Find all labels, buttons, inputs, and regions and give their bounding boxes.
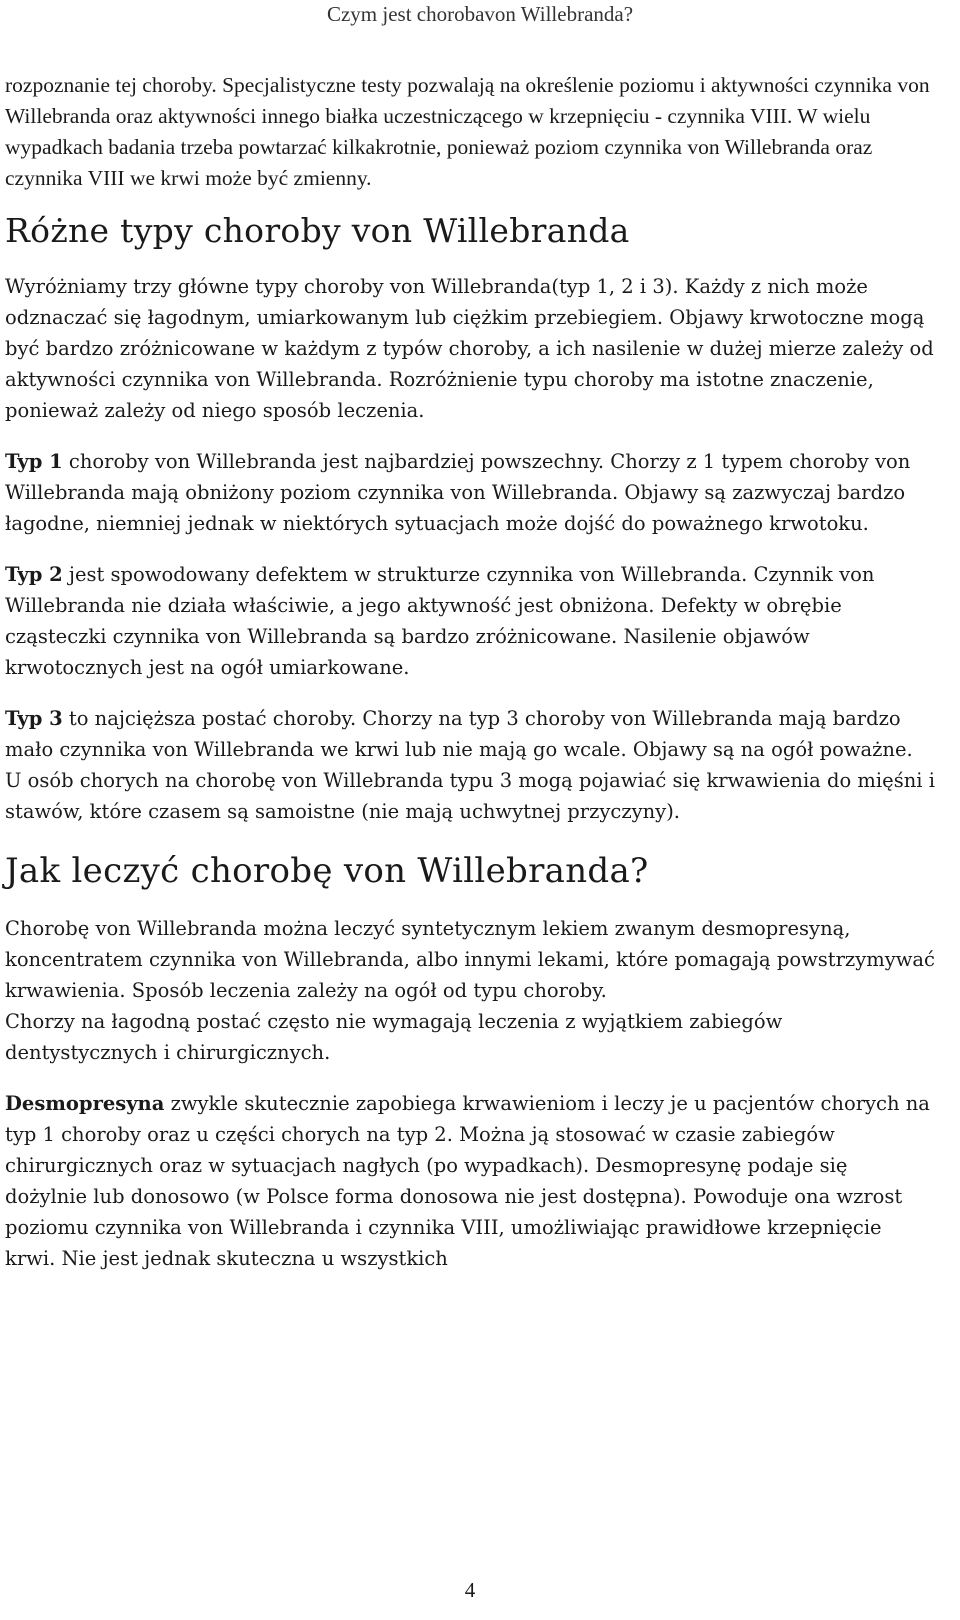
type1-paragraph — [5, 446, 935, 539]
type2-text: jest spowodowany defektem w strukturze czynnika von Willebranda. Czynnik von Willebranda nie działa właściwie, a jego aktywność jest obniżona. Defekty w obrębie cząsteczki czynnika von Willebranda są bardzo zróżnicowane. Nasilenie objawów krwotocznych jest na ogół umiarkowane. — [5, 563, 875, 679]
type2-label: Typ 2 — [5, 563, 63, 586]
document-body — [5, 70, 935, 1294]
types-overview-paragraph: Wyróżniamy trzy główne typy choroby von Willebranda(typ 1, 2 i 3). Każdy z nich może odznaczać się łagodnym, umiarkowanym lub ciężkim przebiegiem. Objawy krwotoczne mogą być bardzo zróżnicowane w każdym z typów choroby, a ich nasilenie w dużej mierze zależy od aktywności czynnika von Willebranda. Rozróżnienie typu choroby ma istotne znaczenie, ponieważ zależy od niego sposób leczenia. — [5, 275, 934, 422]
type3-label: Typ 3 — [5, 707, 63, 730]
type1-text: choroby von Willebranda jest najbardziej powszechny. Chorzy z 1 typem choroby von Willebranda mają obniżony poziom czynnika von Willebranda. Objawy są zazwyczaj bardzo łagodne, niemniej jednak w niektórych sytuacjach może dojść do poważnego krwotoku. — [5, 450, 911, 535]
treatment-paragraph-1: Chorobę von Willebranda można leczyć syntetycznym lekiem zwanym desmopresyną, koncentratem czynnika von Willebranda, albo innymi lekami, które pomagają powstrzymywać krwawienia. Sposób leczenia zależy na ogół od typu choroby. — [5, 917, 935, 1002]
desmopresyna-paragraph — [5, 1088, 935, 1274]
intro-paragraph: rozpoznanie tej choroby. Specjalistyczne testy pozwalają na określenie poziomu i aktywności czynnika von Willebranda oraz aktywności innego białka uczestniczącego w krzepnięciu - czynnika VIII. W wielu wypadkach badania trzeba powtarzać kilkakrotnie, ponieważ poziom czynnika von Willebranda oraz czynnika VIII we krwi może być zmienny. — [5, 73, 930, 190]
heading-types: Różne typy choroby von Willebranda — [5, 211, 630, 250]
type3-text: to najcięższa postać choroby. Chorzy na typ 3 choroby von Willebranda mają bardzo mało czynnika von Willebranda we krwi lub nie mają go wcale. Objawy są na ogół poważne. U osób chorych na chorobę von Willebranda typu 3 mogą pojawiać się krwawienia do mięśni i stawów, które czasem są samoistne (nie mają uchwytnej przyczyny). — [5, 707, 935, 823]
treatment-paragraph-2: Chorzy na łagodną postać często nie wymagają leczenia z wyjątkiem zabiegów dentystycznych i chirurgicznych. — [5, 1010, 783, 1064]
heading-treatment: Jak leczyć chorobę von Willebranda? — [5, 851, 649, 891]
type3-paragraph — [5, 703, 935, 827]
running-header: Czym jest chorobavon Willebranda? — [326, 2, 634, 26]
page-number: 4 — [464, 1578, 476, 1602]
desmopresyna-text: zwykle skutecznie zapobiega krwawieniom i leczy je u pacjentów chorych na typ 1 choroby oraz u części chorych na typ 2. Można ją stosować w czasie zabiegów chirurgicznych oraz w sytuacjach nagłych (po wypadkach). Desmopresynę podaje się dożylnie lub donosowo (w Polsce forma donosowa nie jest dostępna). Powoduje ona wzrost poziomu czynnika von Willebranda i czynnika VIII, umożliwiając prawidłowe krzepnięcie krwi. Nie jest jednak skuteczna u wszystkich — [5, 1092, 930, 1270]
type2-paragraph — [5, 559, 935, 683]
desmopresyna-label: Desmopresyna — [5, 1092, 165, 1115]
type1-label: Typ 1 — [5, 450, 63, 473]
